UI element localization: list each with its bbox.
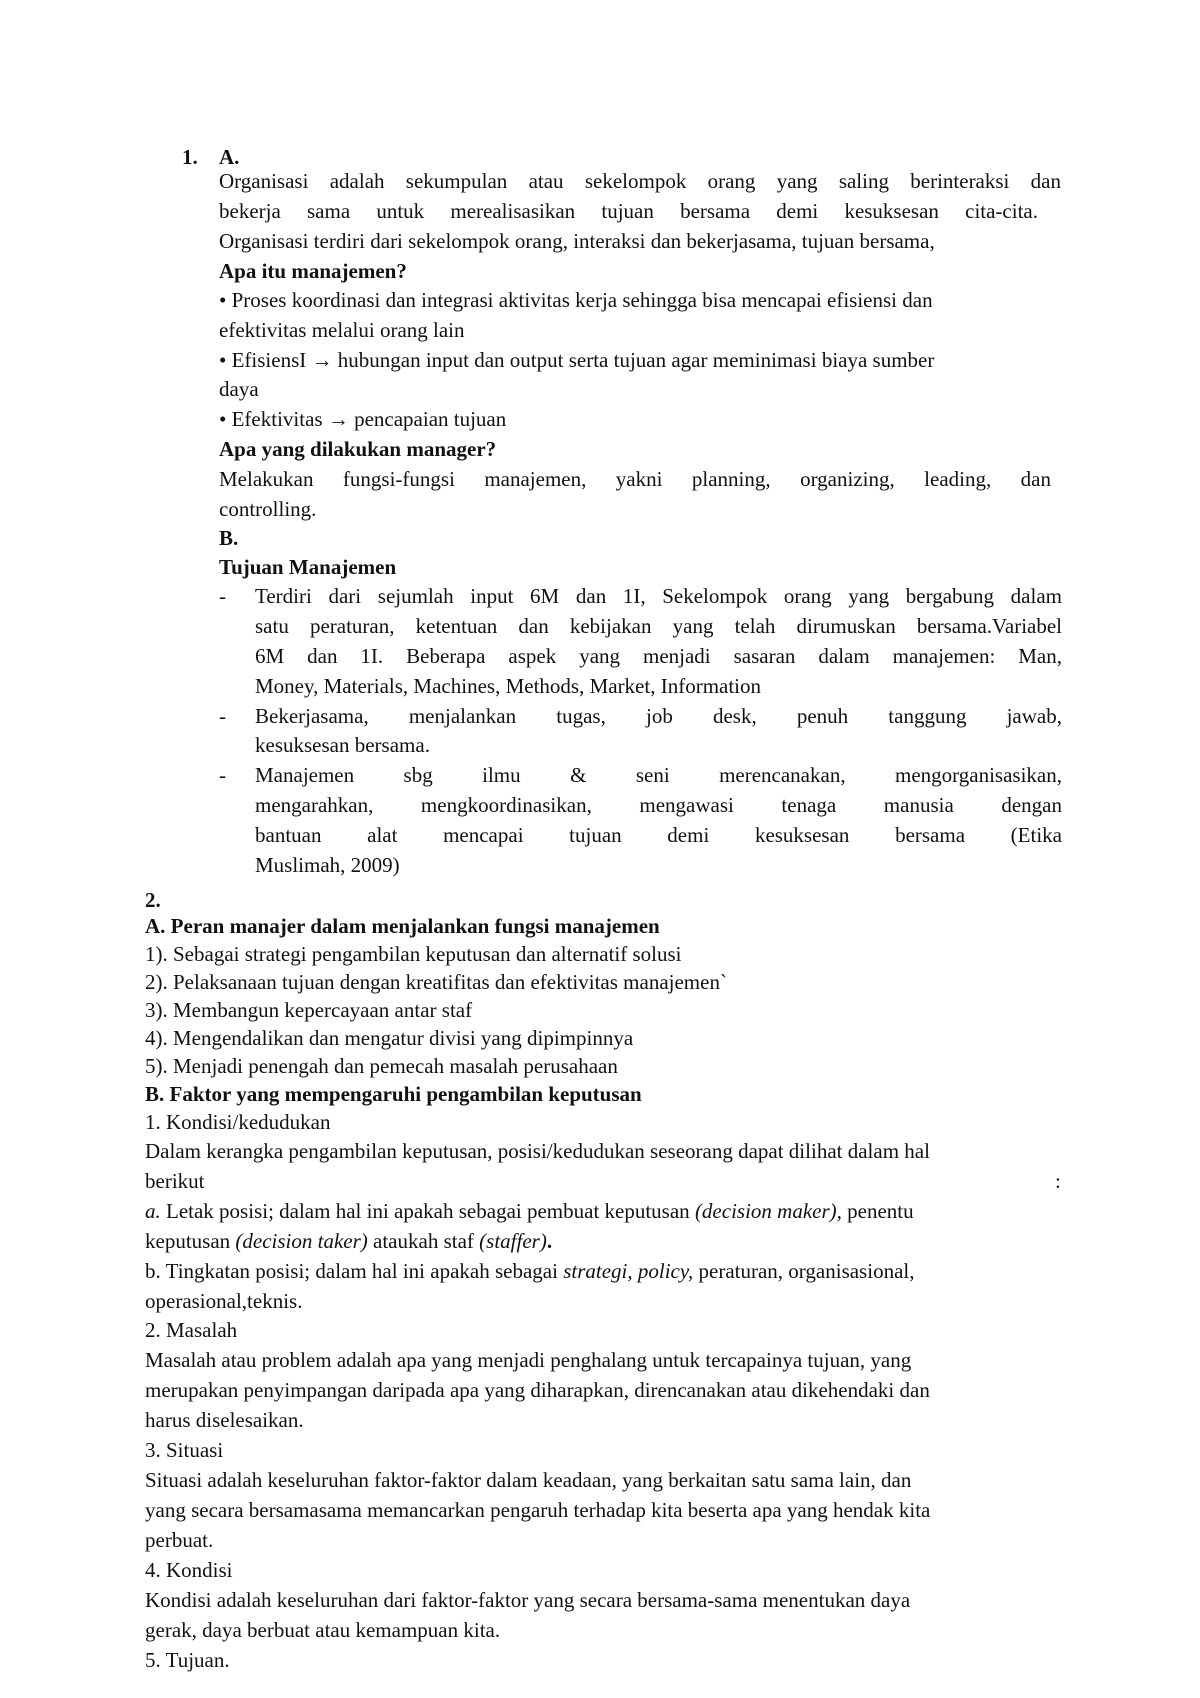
factor-5-title: 5. Tujuan. — [145, 1648, 230, 1672]
point-efisiensi-line-2: daya — [219, 377, 259, 401]
factor-2-title: 2. Masalah — [145, 1318, 238, 1342]
dash-bullet: - — [219, 584, 226, 608]
factor-1a-italic-term: (decision maker), — [694, 1199, 842, 1223]
dash-item-1-line-4: Money, Materials, Machines, Methods, Market, Information — [255, 674, 762, 698]
role-item: 4). Mengendalikan dan mengatur divisi yang dipimpinnya — [145, 1026, 634, 1050]
dash-item-3-line-1: Manajemen sbg ilmu & seni merencanakan, mengorganisasikan, — [255, 763, 1062, 787]
role-item: 1). Sebagai strategi pengambilan keputusan dan alternatif solusi — [145, 942, 682, 966]
org-definition-line-1: Organisasi adalah sekumpulan atau sekelompok orang yang saling berinteraksi dan — [219, 169, 1061, 193]
factor-1b-line-2: operasional,teknis. — [145, 1289, 303, 1313]
dash-bullet: - — [219, 763, 226, 787]
factor-1a-italic-term: (staffer) — [479, 1229, 547, 1253]
factor-1-text-line-2: berikut — [145, 1169, 205, 1193]
dash-item-1-line-3: 6M dan 1I. Beberapa aspek yang menjadi sasaran dalam manajemen: Man, — [255, 644, 1062, 668]
dash-item-1-line-1: Terdiri dari sejumlah input 6M dan 1I, Sekelompok orang yang bergabung dalam — [255, 584, 1062, 608]
factor-1-text-line-1: Dalam kerangka pengambilan keputusan, posisi/kedudukan seseorang dapat dilihat dalam hal — [145, 1139, 930, 1163]
factor-1b-text: b. Tingkatan posisi; dalam hal ini apakah sebagai — [145, 1259, 564, 1283]
question-manajemen: Apa itu manajemen? — [219, 259, 407, 283]
factor-1a-line-2 — [145, 1228, 552, 1254]
role-item: 5). Menjadi penengah dan pemecah masalah perusahaan — [145, 1054, 618, 1078]
dash-item-3-line-2: mengarahkan, mengkoordinasikan, mengawasi tenaga manusia dengan — [255, 793, 1062, 817]
factor-4-text-line-2: gerak, daya berbuat atau kemampuan kita. — [145, 1618, 501, 1642]
factor-1-colon: : — [1055, 1169, 1061, 1193]
dash-bullet: - — [219, 704, 226, 728]
question-manager: Apa yang dilakukan manager? — [219, 437, 497, 461]
dash-item-3-line-4: Muslimah, 2009) — [255, 853, 400, 877]
factor-4-text-line-1: Kondisi adalah keseluruhan dari faktor-faktor yang secara bersama-sama menentukan daya — [145, 1588, 911, 1612]
peran-manajer-title: A. Peran manajer dalam menjalankan fungsi manajemen — [145, 914, 660, 938]
org-definition-line-3: Organisasi terdiri dari sekelompok orang, interaksi dan bekerjasama, tujuan bersama, — [219, 229, 935, 253]
factor-2-text-line-1: Masalah atau problem adalah apa yang menjadi penghalang untuk tercapainya tujuan, yang — [145, 1348, 912, 1372]
factor-4-title: 4. Kondisi — [145, 1558, 233, 1582]
factor-3-title: 3. Situasi — [145, 1438, 224, 1462]
factor-3-text-line-2: yang secara bersamasama memancarkan pengaruh terhadap kita beserta apa yang hendak kita — [145, 1498, 931, 1522]
factor-2-text-line-3: harus diselesaikan. — [145, 1408, 304, 1432]
factor-1a-text: Letak posisi; dalam hal ini apakah sebagai pembuat keputusan — [160, 1199, 695, 1223]
role-item: 3). Membangun kepercayaan antar staf — [145, 998, 473, 1022]
tujuan-manajemen-title: Tujuan Manajemen — [219, 555, 397, 579]
section-1-number: 1. — [182, 145, 198, 169]
factor-2-text-line-2: merupakan penyimpangan daripada apa yang diharapkan, direncanakan atau dikehendaki dan — [145, 1378, 930, 1402]
dash-item-2-line-1: Bekerjasama, menjalankan tugas, job desk, penuh tanggung jawab, — [255, 704, 1062, 728]
factor-1a-text: penentu — [841, 1199, 914, 1223]
dash-item-1-line-2: satu peraturan, ketentuan dan kebijakan yang telah dirumuskan bersama.Variabel — [255, 614, 1062, 638]
point-efisiensi-line-1: • EfisiensI → hubungan input dan output serta tujuan agar meminimasi biaya sumber — [219, 348, 935, 372]
factor-1a-text: ataukah staf — [367, 1229, 480, 1253]
factor-3-text-line-1: Situasi adalah keseluruhan faktor-faktor dalam keadaan, yang berkaitan satu sama lain, dan — [145, 1468, 912, 1492]
answer-manager-line-1: Melakukan fungsi-fungsi manajemen, yakni planning, organizing, leading, dan — [219, 467, 1051, 491]
factor-1a-italic-term: (decision taker) — [235, 1229, 368, 1253]
factor-3-text-line-3: perbuat. — [145, 1528, 214, 1552]
factor-1-title: 1. Kondisi/kedudukan — [145, 1110, 331, 1134]
factor-1a-period: . — [546, 1229, 553, 1253]
factor-1a-text: keputusan — [145, 1229, 236, 1253]
point-efektivitas: • Efektivitas → pencapaian tujuan — [219, 407, 507, 431]
factor-1a-line-1 — [145, 1198, 914, 1224]
role-item: 2). Pelaksanaan tujuan dengan kreatifitas dan efektivitas manajemen` — [145, 970, 727, 994]
point-proses-line-1: • Proses koordinasi dan integrasi aktivitas kerja sehingga bisa mencapai efisiensi dan — [219, 288, 933, 312]
org-definition-line-2: bekerja sama untuk merealisasikan tujuan bersama demi kesuksesan cita-cita. — [219, 199, 1038, 223]
section-1a-label: A. — [219, 145, 240, 169]
factor-1b-italic-term: strategi, policy, — [563, 1259, 694, 1283]
factor-1b-line-1 — [145, 1258, 914, 1284]
section-1b-label: B. — [219, 526, 239, 550]
dash-item-2-line-2: kesuksesan bersama. — [255, 733, 430, 757]
factor-1b-text: peraturan, organisasional, — [693, 1259, 915, 1283]
dash-item-3-line-3: bantuan alat mencapai tujuan demi kesuksesan bersama (Etika — [255, 823, 1062, 847]
point-proses-line-2: efektivitas melalui orang lain — [219, 318, 465, 342]
section-2-number: 2. — [145, 888, 161, 912]
answer-manager-line-2: controlling. — [219, 497, 317, 521]
factor-1a-label: a. — [145, 1199, 161, 1223]
faktor-title: B. Faktor yang mempengaruhi pengambilan keputusan — [145, 1082, 642, 1106]
